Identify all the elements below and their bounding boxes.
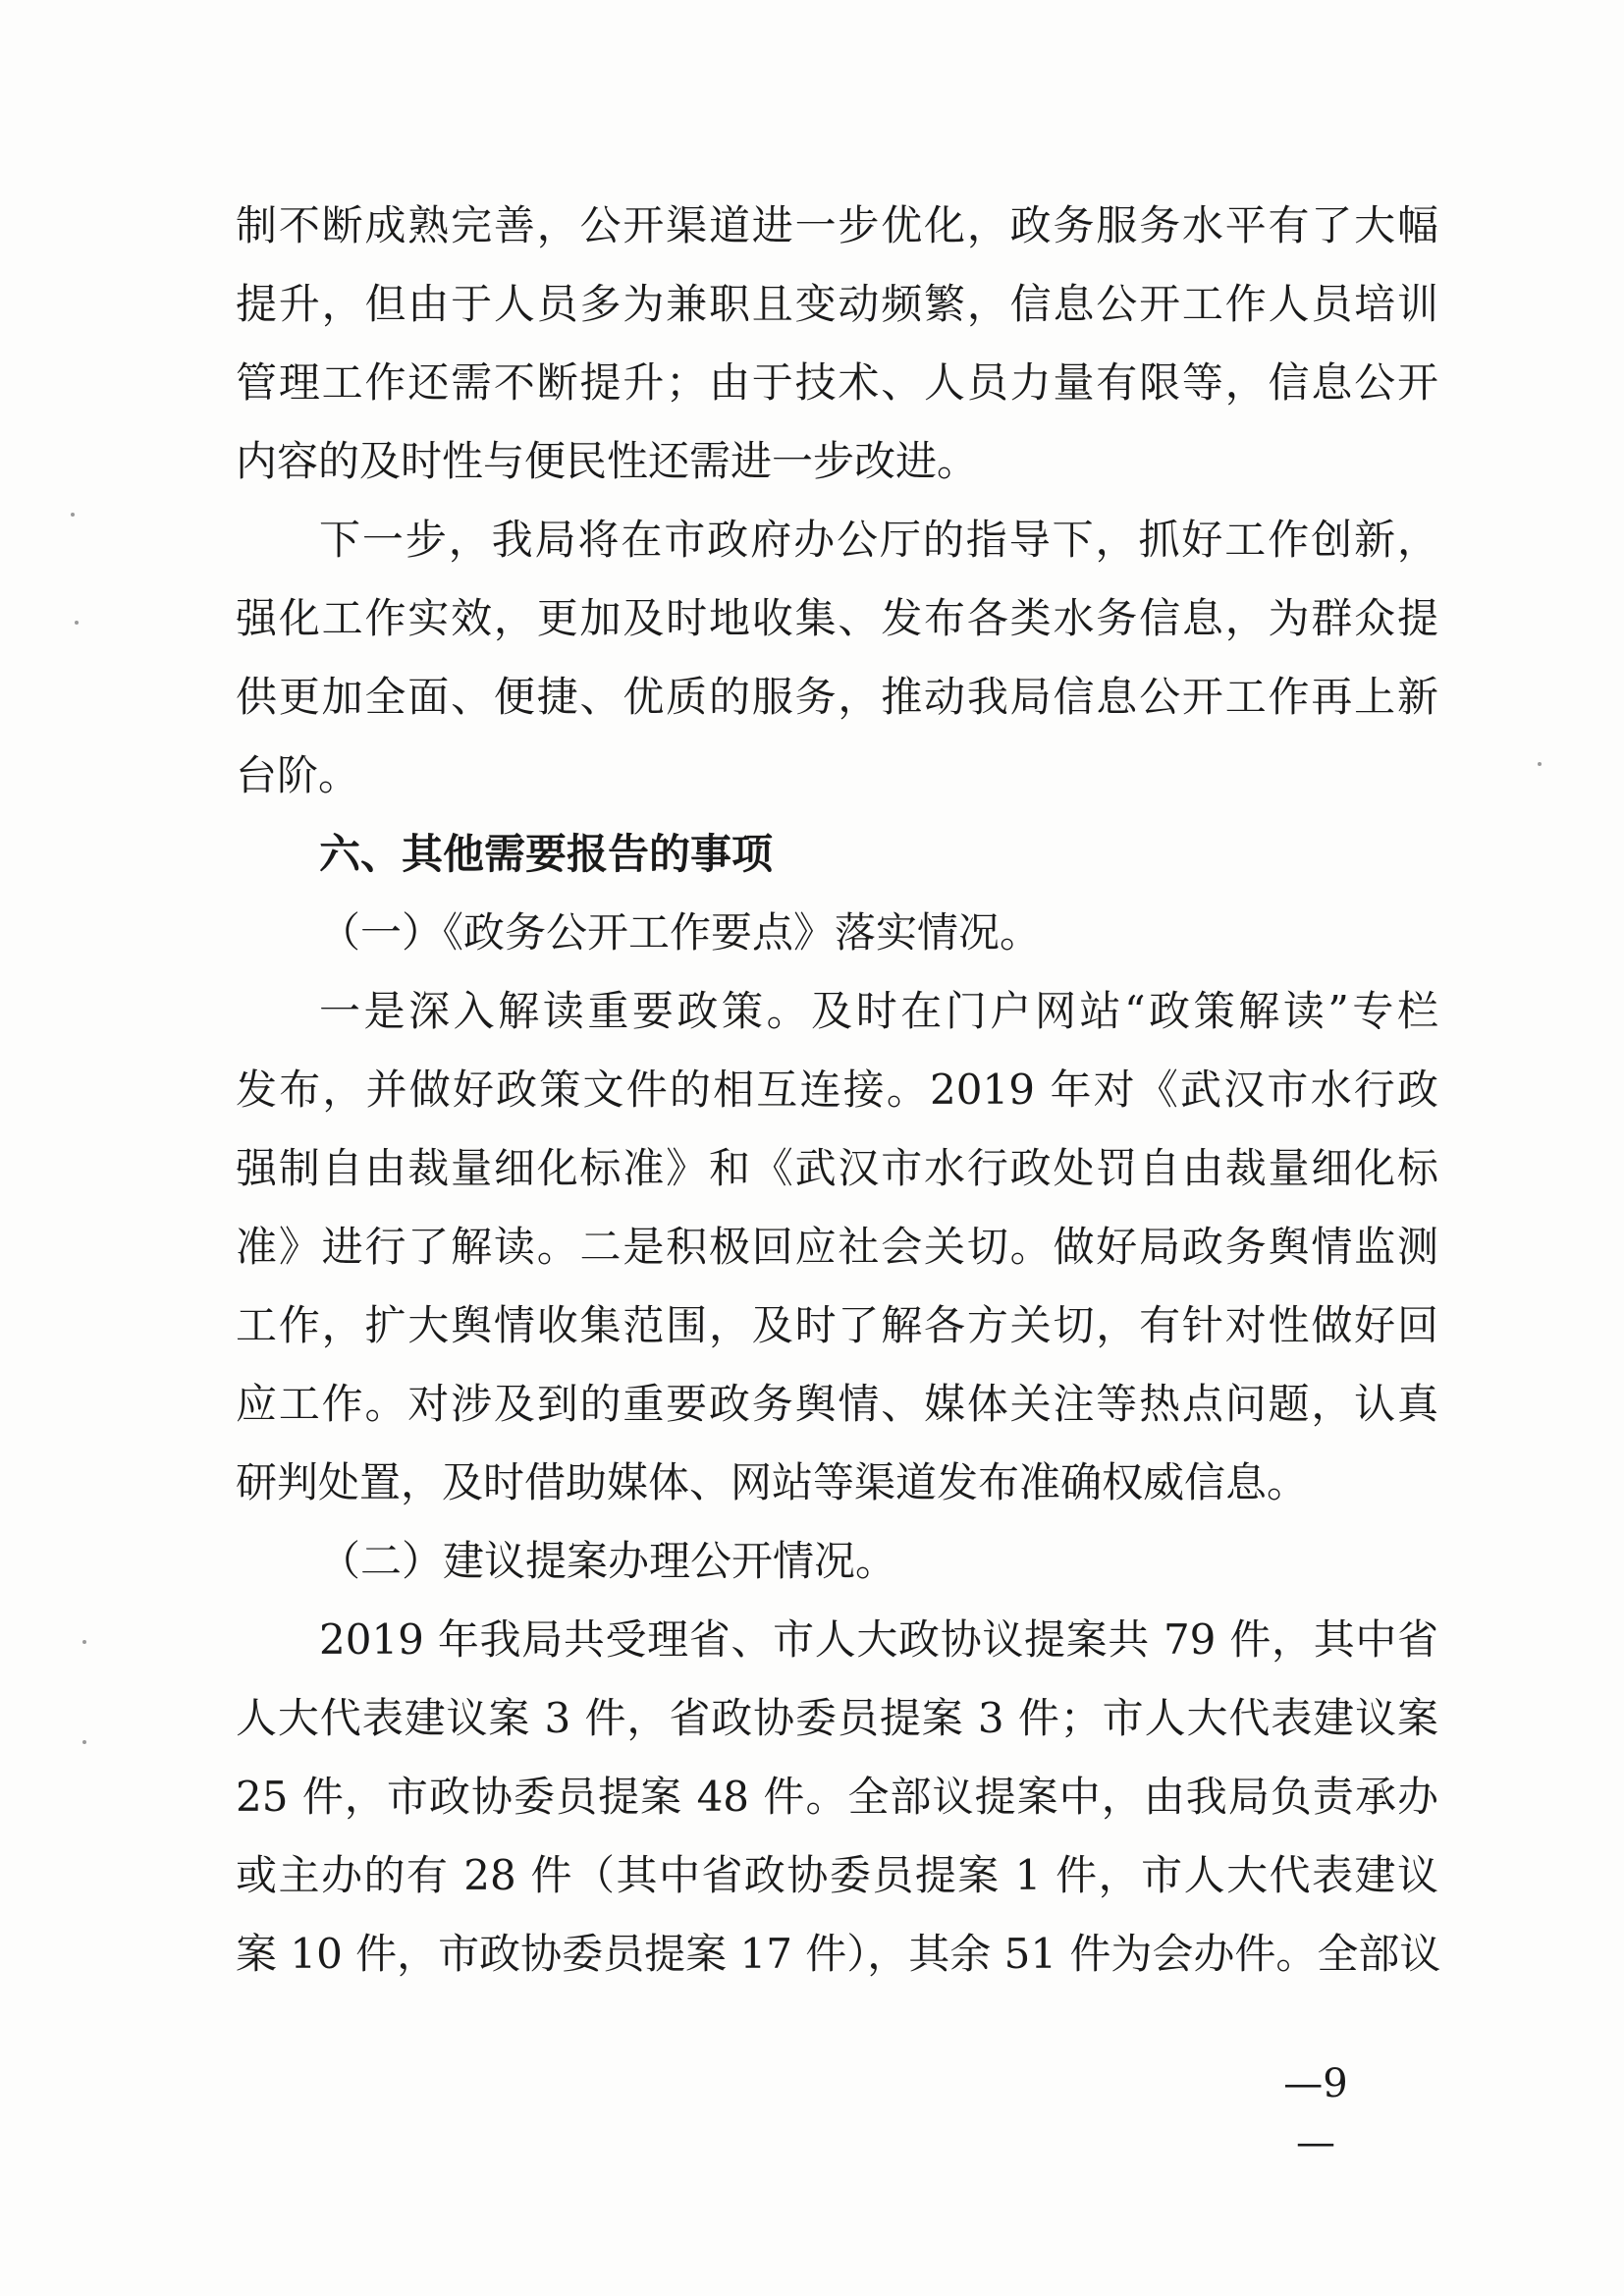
body-line: 台阶。 (236, 751, 360, 799)
body-line: 案 10 件，市政协委员提案 17 件），其余 51 件为会办件。全部议 (236, 1930, 1441, 1978)
scan-speck (1538, 762, 1542, 766)
body-line: 内容的及时性与便民性还需进一步改进。 (236, 437, 979, 485)
body-line: 发布，并做好政策文件的相互连接。2019 年对《武汉市水行政 (236, 1066, 1438, 1114)
scan-speck (71, 513, 75, 517)
body-line: 应工作。对涉及到的重要政务舆情、媒体关注等热点问题，认真 (236, 1380, 1438, 1428)
scan-speck (82, 1740, 86, 1744)
body-line: 管理工作还需不断提升；由于技术、人员力量有限等，信息公开 (236, 358, 1438, 407)
scan-speck (82, 1640, 86, 1644)
body-line: 或主办的有 28 件（其中省政协委员提案 1 件，市人大代表建议 (236, 1851, 1438, 1899)
body-line: 工作，扩大舆情收集范围，及时了解各方关切，有针对性做好回 (236, 1301, 1438, 1349)
body-line: 制不断成熟完善，公开渠道进一步优化，政务服务水平有了大幅 (236, 201, 1438, 249)
section-heading: 六、其他需要报告的事项 (319, 830, 774, 878)
page-number: —9— (1283, 2061, 1348, 2165)
body-line: 强化工作实效，更加及时地收集、发布各类水务信息，为群众提 (236, 594, 1438, 642)
body-line: 研判处置，及时借助媒体、网站等渠道发布准确权威信息。 (236, 1458, 1309, 1506)
paragraph-start-line: 2019 年我局共受理省、市人大政协议提案共 79 件，其中省 (319, 1615, 1438, 1664)
subsection-heading: （一）《政务公开工作要点》落实情况。 (319, 908, 1042, 957)
paragraph-start-line: 下一步，我局将在市政府办公厅的指导下，抓好工作创新， (319, 516, 1438, 564)
scan-speck (75, 621, 79, 625)
body-line: 准》进行了解读。二是积极回应社会关切。做好局政务舆情监测 (236, 1223, 1438, 1271)
body-line: 25 件，市政协委员提案 48 件。全部议提案中，由我局负责承办 (236, 1773, 1438, 1821)
body-line: 供更加全面、便捷、优质的服务，推动我局信息公开工作再上新 (236, 673, 1438, 721)
body-line: 强制自由裁量细化标准》和《武汉市水行政处罚自由裁量细化标 (236, 1144, 1438, 1192)
body-line: 提升，但由于人员多为兼职且变动频繁，信息公开工作人员培训 (236, 280, 1438, 328)
body-line: 人大代表建议案 3 件，省政协委员提案 3 件；市人大代表建议案 (236, 1694, 1438, 1742)
subsection-heading: （二）建议提案办理公开情况。 (319, 1537, 897, 1585)
paragraph-start-line: 一是深入解读重要政策。及时在门户网站“政策解读”专栏 (319, 987, 1438, 1035)
